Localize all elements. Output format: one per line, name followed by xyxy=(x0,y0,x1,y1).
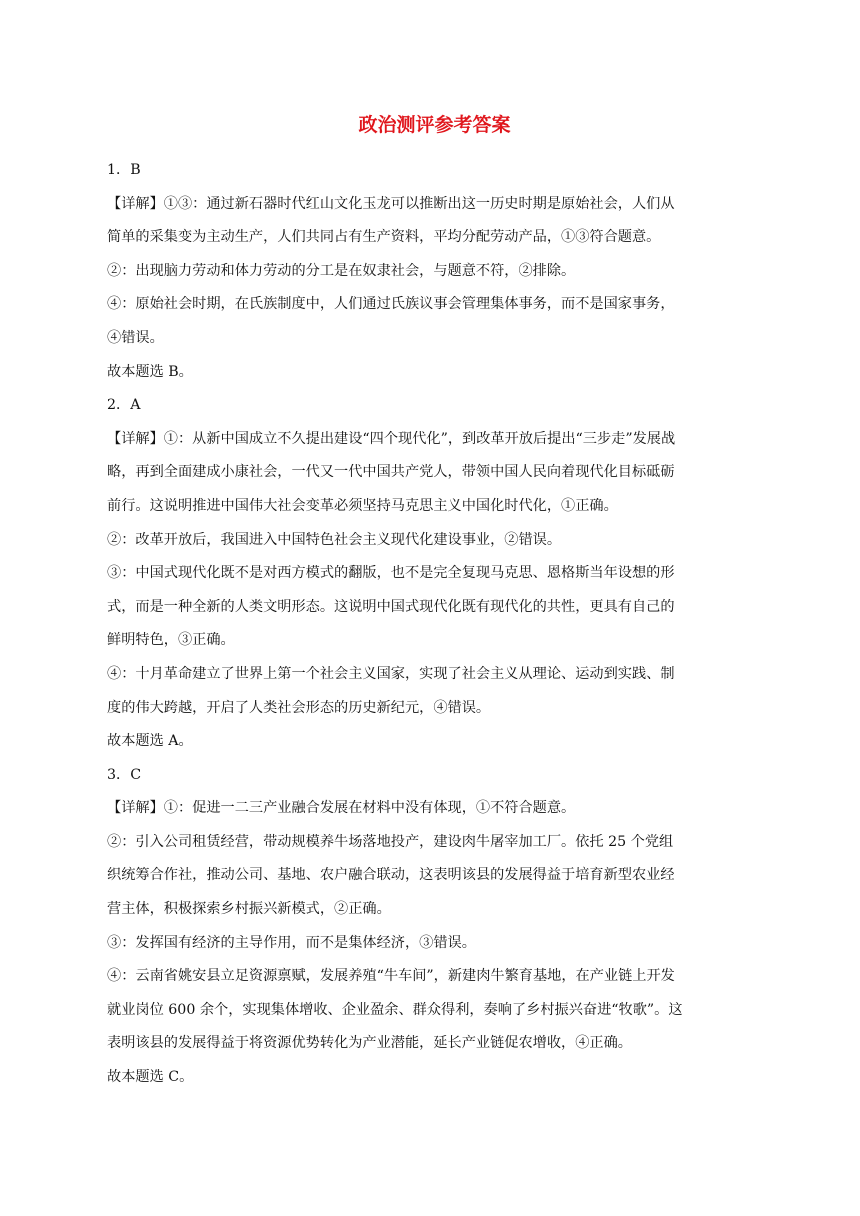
explanation-line: 略，再到全面建成小康社会，一代又一代中国共产党人，带领中国人民向着现代化目标砥砺 xyxy=(107,464,675,481)
explanation-line: 度的伟大跨越，开启了人类社会形态的历史新纪元，④错误。 xyxy=(107,699,491,716)
explanation-line: ②：改革开放后，我国进入中国特色社会主义现代化建设事业，②错误。 xyxy=(107,531,562,548)
document-title: 政治测评参考答案 xyxy=(358,114,511,136)
explanation-line: ③：中国式现代化既不是对西方模式的翻版，也不是完全复现马克思、恩格斯当年设想的形 xyxy=(107,565,675,582)
explanation-line: 简单的采集变为主动生产，人们共同占有生产资料，平均分配劳动产品，①③符合题意。 xyxy=(107,229,661,246)
answer-conclusion: 故本题选 C。 xyxy=(107,1069,194,1086)
question-number: 2．A xyxy=(107,397,141,414)
explanation-line: ④：原始社会时期，在氏族制度中，人们通过氏族议事会管理集体事务，而不是国家事务， xyxy=(107,296,675,313)
explanation-line: 就业岗位 600 余个，实现集体增收、企业盈余、群众得利，奏响了乡村振兴奋进“牧歌”。这 xyxy=(107,1001,683,1018)
question-3 xyxy=(107,759,762,1095)
explanation-line: 营主体，积极探索乡村振兴新模式，②正确。 xyxy=(107,901,391,918)
explanation-line: ②：出现脑力劳动和体力劳动的分工是在奴隶社会，与题意不符，②排除。 xyxy=(107,262,576,279)
explanation-line: 织统筹合作社，推动公司、基地、农户融合联动，这表明该县的发展得益于培育新型农业经 xyxy=(107,867,675,884)
explanation-line: ③：发挥国有经济的主导作用，而不是集体经济，③错误。 xyxy=(107,934,476,951)
explanation-line: 鲜明特色，③正确。 xyxy=(107,632,235,649)
question-number: 3．C xyxy=(107,766,142,783)
explanation-line: 【详解】①：从新中国成立不久提出建设“四个现代化”，到改革开放后提出“三步走”发展战 xyxy=(107,430,676,447)
explanation-line: 式，而是一种全新的人类文明形态。这说明中国式现代化既有现代化的共性，更具有自己的 xyxy=(107,598,675,615)
explanation-line: ④错误。 xyxy=(107,329,164,346)
explanation-line: 【详解】①③：通过新石器时代红山文化玉龙可以推断出这一历史时期是原始社会，人们从 xyxy=(107,195,675,212)
answer-conclusion: 故本题选 B。 xyxy=(107,363,193,380)
explanation-line: 前行。这说明推进中国伟大社会变革必须坚持马克思主义中国化时代化，①正确。 xyxy=(107,497,618,514)
explanation-line: 表明该县的发展得益于将资源优势转化为产业潜能，延长产业链促农增收，④正确。 xyxy=(107,1035,632,1052)
question-number: 1．B xyxy=(107,162,141,178)
explanation-line: ④：十月革命建立了世界上第一个社会主义国家，实现了社会主义从理论、运动到实践、制 xyxy=(107,665,675,682)
explanation-line: ②：引入公司租赁经营，带动规模养牛场落地投产，建设肉牛屠宰加工厂。依托 25 个党组 xyxy=(107,833,674,850)
question-1 xyxy=(107,154,762,389)
explanation-line: 【详解】①：促进一二三产业融合发展在材料中没有体现，①不符合题意。 xyxy=(107,800,576,817)
question-2 xyxy=(107,389,762,759)
answer-conclusion: 故本题选 A。 xyxy=(107,733,193,750)
explanation-line: ④：云南省姚安县立足资源禀赋，发展养殖“牛车间”，新建肉牛繁育基地，在产业链上开发 xyxy=(107,968,675,985)
